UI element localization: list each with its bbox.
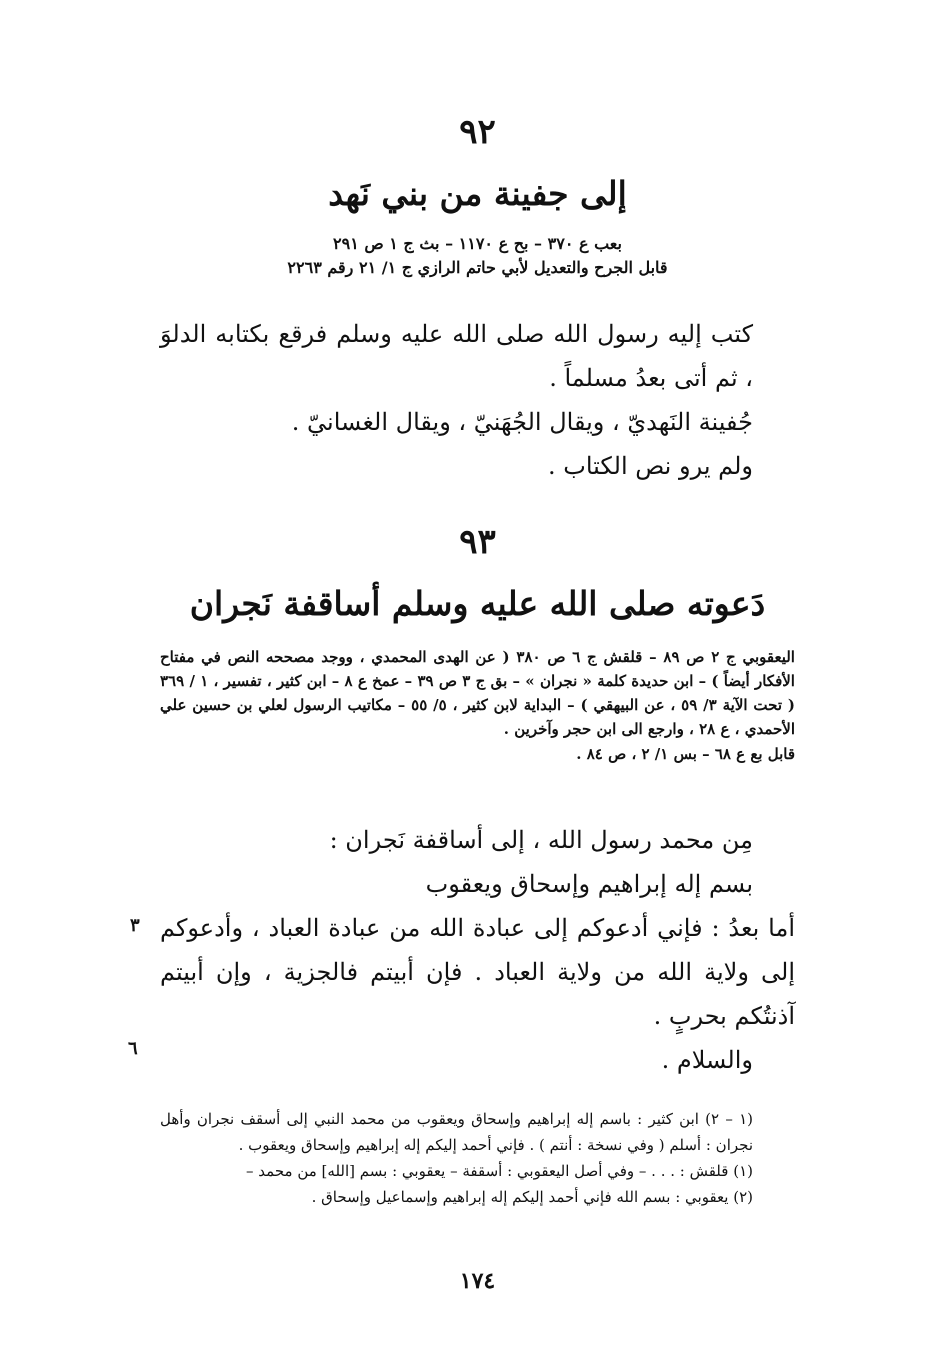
letter-address: مِن محمد رسول الله ، إلى أساقفة نَجران : [329,826,753,854]
ref-line: قابل الجرح والتعديل لأبي حاتم الرازي ج ١/ ٢١ رقم ٢٢٦٣ [287,258,668,277]
section-refs-93: اليعقوبي ج ٢ ص ٨٩ – قلقش ج ٦ ص ٣٨٠ ( عن الهدى المحمدي ، ووجد مصححه النص في مفتاح الأفكار أيضاً ) – ابن حديدة كلمة « نجران » – بق ج ٣ ص ٣٩ – عمخ ع ٨ – ابن كثير ، تفسير ، ١ / ٣٦٩ ( تحت الآية ٣/ ٥٩ ، عن البيهقي ) – البداية لابن كثير ، ٥/ ٥٥ – مكاتيب الرسول لعلي بن حسين علي الأحمدي ، ع ٢٨ ، وارجع الى ابن حجر وآخرين . [160,648,795,738]
footnote: (٢) يعقوبي : بسم الله فإني أحمد إليكم إله إبراهيم وإسماعيل وإسحاق . [311,1188,753,1206]
section-number-92: ٩٢ [459,112,496,152]
paragraph: جُفينة النَهديّ ، ويقال الجُهَنيّ ، ويقال الغسانيّ . [291,408,753,436]
section-number-93: ٩٣ [459,522,496,562]
letter-body: أما بعدُ : فإني أدعوكم إلى عبادة الله من عبادة العباد ، وأدعوكم إلى ولاية الله من ولاية العباد . فإن أبيتم فالجزية ، وإن أبيتم آذنتُكم بحربٍ . [160,914,795,1030]
paragraph: كتب إليه رسول الله صلى الله عليه وسلم فرقع بكتابه الدلوَ ، ثم أتى بعدُ مسلماً . [160,320,753,392]
line-number-3: ٣ [130,915,140,936]
footnote: (١ – ٢) ابن كثير : باسم إله إبراهيم وإسحاق ويعقوب من محمد النبي إلى أسقف نجران وأهل نجران : أسلم ( وفي نسخة : أنتم ) . فإني أحمد إليكم إله إبراهيم وإسحاق ويعقوب . [160,1110,753,1154]
section-title-93: دَعوته صلى الله عليه وسلم أساقفة نَجران [189,584,766,623]
line-number-6: ٦ [128,1038,138,1059]
letter-basmala: بسم إله إبراهيم وإسحاق ويعقوب [425,870,753,898]
ref-line: بعب ع ٣٧٠ – بح ع ١١٧٠ – بث ج ١ ص ٢٩١ [333,234,622,253]
section-title-92: إلى جفينة من بني نَهد [328,174,627,213]
footnotes [160,1106,795,1210]
page-number: ١٧٤ [459,1268,496,1294]
section-refs-92 [160,232,795,280]
letter-closing: والسلام . [661,1046,753,1074]
paragraph: ولم يرو نص الكتاب . [548,452,753,480]
section-body-92 [160,312,795,488]
footnote: (١) قلقش : . . . – وفي أصل اليعقوبي : أسقفة – يعقوبي : بسم [الله] من محمد – [246,1162,753,1180]
letter-text [160,818,795,1082]
section-refs-93-compare: قابل بع ع ٦٨ – بس ١/ ٢ ، ص ٨٤ . [576,745,795,763]
